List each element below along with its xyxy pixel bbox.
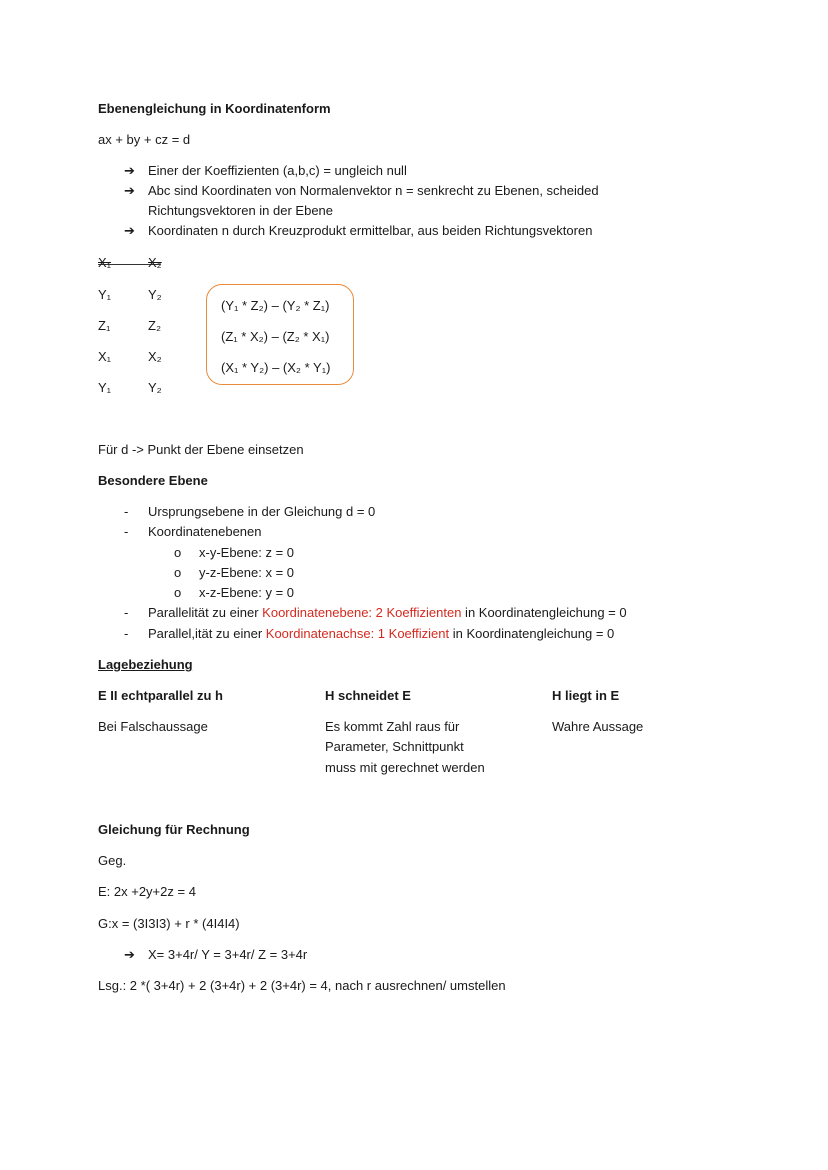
- table-cell: Y₁: [98, 380, 112, 395]
- table-cell: Z₁: [98, 318, 111, 333]
- section-heading: Lagebeziehung: [98, 657, 193, 672]
- text-segment: Parallel,ität zu einer: [148, 626, 266, 641]
- bullet-text: Koordinaten n durch Kreuzprodukt ermittelbar, aus beiden Richtungsvektoren: [148, 223, 593, 238]
- arrow-icon: ➔: [124, 223, 135, 238]
- arrow-icon: ➔: [124, 947, 135, 962]
- solution-line: Lsg.: 2 *( 3+4r) + 2 (3+4r) + 2 (3+4r) = 4, nach r ausrechnen/ umstellen: [98, 978, 506, 993]
- plane-equation: ax + by + cz = d: [98, 132, 191, 147]
- circle-bullet: o: [174, 545, 182, 560]
- text-segment: in Koordinatengleichung = 0: [461, 605, 627, 620]
- given-label: Geg.: [98, 853, 127, 868]
- highlight-text: Koordinatenachse: 1 Koeffizient: [265, 626, 450, 641]
- list-item: Ursprungsebene in der Gleichung d = 0: [148, 504, 376, 519]
- column-text: Es kommt Zahl raus für: [325, 719, 460, 734]
- dash-bullet: -: [124, 605, 129, 620]
- text-segment: in Koordinatengleichung = 0: [449, 626, 615, 641]
- equation-line: G:x = (3I3I3) + r * (4I4I4): [98, 916, 240, 931]
- table-cell: Y₂: [148, 380, 162, 395]
- bullet-text-continuation: Richtungsvektoren in der Ebene: [148, 203, 334, 218]
- table-cell: Y₂: [148, 287, 162, 302]
- table-cell: X₁: [98, 255, 112, 270]
- d-note: Für d -> Punkt der Ebene einsetzen: [98, 442, 304, 457]
- sub-item: y-z-Ebene: x = 0: [199, 565, 295, 580]
- equation-line: E: 2x +2y+2z = 4: [98, 884, 196, 899]
- list-item: Koordinatenebenen: [148, 524, 262, 539]
- sub-item: x-z-Ebene: y = 0: [199, 585, 295, 600]
- sub-item: x-y-Ebene: z = 0: [199, 545, 295, 560]
- column-header: H liegt in E: [552, 688, 620, 703]
- section-heading: Besondere Ebene: [98, 473, 208, 488]
- cross-formula: (Y₁ * Z₂) – (Y₂ * Z₁): [221, 298, 330, 313]
- column-text: Bei Falschaussage: [98, 719, 208, 734]
- table-cell: X₁: [98, 349, 112, 364]
- bullet-text: Abc sind Koordinaten von Normalenvektor n = senkrecht zu Ebenen, scheided: [148, 183, 599, 198]
- column-text: Parameter, Schnittpunkt: [325, 739, 464, 754]
- page-title: Ebenengleichung in Koordinatenform: [98, 101, 331, 116]
- table-cell: X₂: [148, 349, 162, 364]
- cross-formula: (Z₁ * X₂) – (Z₂ * X₁): [221, 329, 330, 344]
- section-heading: Gleichung für Rechnung: [98, 822, 250, 837]
- column-header: H schneidet E: [325, 688, 411, 703]
- dash-bullet: -: [124, 524, 129, 539]
- arrow-icon: ➔: [124, 163, 135, 178]
- highlight-text: Koordinatenebene: 2 Koeffizienten: [262, 605, 462, 620]
- list-item: [148, 626, 614, 642]
- table-cell: Y₁: [98, 287, 112, 302]
- bullet-text: Einer der Koeffizienten (a,b,c) = ungleich null: [148, 163, 407, 178]
- circle-bullet: o: [174, 565, 182, 580]
- dash-bullet: -: [124, 504, 129, 519]
- arrow-icon: ➔: [124, 183, 135, 198]
- dash-bullet: -: [124, 626, 129, 641]
- table-cell: Z₂: [148, 318, 161, 333]
- list-item: [148, 605, 627, 621]
- column-text: Wahre Aussage: [552, 719, 644, 734]
- table-cell: X₂: [148, 255, 162, 270]
- cross-formula: (X₁ * Y₂) – (X₂ * Y₁): [221, 360, 331, 375]
- column-text: muss mit gerechnet werden: [325, 760, 485, 775]
- circle-bullet: o: [174, 585, 182, 600]
- column-header: E II echtparallel zu h: [98, 688, 223, 703]
- text-segment: Parallelität zu einer: [148, 605, 263, 620]
- equation-line: X= 3+4r/ Y = 3+4r/ Z = 3+4r: [148, 947, 308, 962]
